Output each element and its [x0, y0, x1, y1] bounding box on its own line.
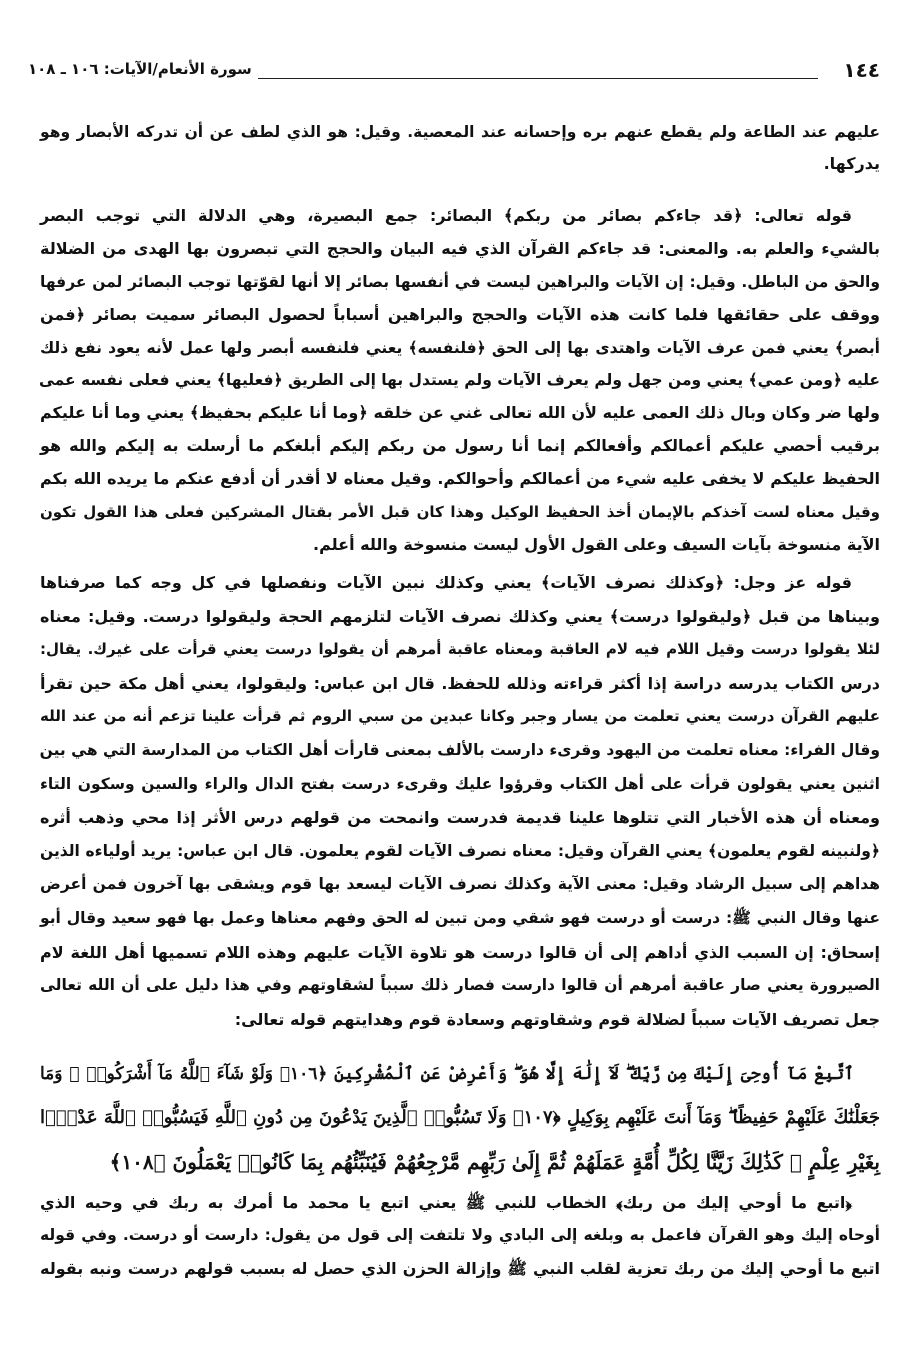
- text-line: ﴿ولنبينه لقوم يعلمون﴾ يعني القرآن وقيل: معناه نصرف الآيات لقوم يعلمون. قال ابن عباس: يريد أولياءه الذين: [40, 841, 880, 860]
- verse-line: جَعَلْنَٰكَ عَلَيْهِمْ حَفِيظًا ۖ وَمَآ أَنتَ عَلَيْهِم بِوَكِيلٍ ﴿١٠٧﴾ وَلَا تَسُبُّوا۟ ٱلَّذِينَ يَدْعُونَ مِن دُونِ ٱللَّهِ فَيَسُبُّوا۟ ٱللَّهَ عَدْوًۢا: [40, 1107, 880, 1128]
- text-line: عليه ﴿ومن عمي﴾ يعني ومن جهل ولم يعرف الآيات ولم يستدل بها إلى الطريق ﴿فعليها﴾ يعني فعلى نفسه عمى: [38, 371, 880, 390]
- text-line: اتبع ما أوحي إليك من ربك تعزية لقلب النبي ﷺ وإزالة الحزن الذي حصل له بسبب قولهم درست ونبه بقوله: [40, 1259, 880, 1278]
- text-line: الصيرورة يعني صار عاقبة أمرهم أن قالوا دارست فصار ذلك سبباً لشقاوتهم وفي هذا دليل على أن الله تعالى: [40, 976, 880, 995]
- text-line: ووقف على حقائقها فلما كانت هذه الآيات والحجج والبراهين أسباباً لحصول البصائر سميت بصائر ﴿فمن: [40, 304, 880, 324]
- text-line: وبيناها من قبل ﴿وليقولوا درست﴾ يعني وكذلك نصرف الآيات لتلزمهم الحجة وليقولوا درست. وقيل: معناه: [40, 606, 880, 626]
- text-line: اثنين يعني يقولون قرأت على أهل الكتاب وقرؤوا عليك وقرىء درست بفتح الدال والراء والسين وسكون التاء: [40, 774, 880, 793]
- quran-verses: [40, 1052, 880, 1184]
- paragraph: [40, 200, 880, 562]
- paragraph: [40, 117, 880, 179]
- text-line: أبصر﴾ يعني فمن عرف الآيات واهتدى بها إلى الحق ﴿فلنفسه﴾ يعني فلنفسه أبصر ولها عمل لأنه يعود نفع ذلك: [40, 338, 880, 357]
- text-line: برقيب أحصي عليكم أعمالكم وأفعالكم إنما أنا رسول من ربكم إليكم أبلغكم ما أرسلت به إليكم والله هو: [40, 436, 880, 456]
- text-line: أوحاه إليك وهو القرآن فاعمل به وبلغه إلى البادي ولا تلتفت إلى قول من يقول: دارست أو درست. وفي قوله: [40, 1226, 880, 1244]
- text-line: قوله عز وجل: ﴿وكذلك نصرف الآيات﴾ يعني وكذلك نبين الآيات ونفصلها في كل وجه كما صرفناها: [40, 573, 852, 592]
- text-line: ولها ضر وكان وبال ذلك العمى عليه لأن الله تعالى غني عن خلقه ﴿وما أنا عليكم بحفيظ﴾ يعني وما أنا عليكم: [40, 403, 880, 423]
- text-line: الآية منسوخة بآيات السيف وعلى القول الأول ليست منسوخة والله أعلم.: [313, 534, 880, 554]
- text-line: وقال الفراء: معناه تعلمت من اليهود وقرىء دارست بالألف بمعنى قارأت أهل الكتاب من المدارسة التي هي بين: [39, 740, 880, 759]
- text-line: والحق من الباطل. وقيل: إن الآيات والبراهين ليست في أنفسها بصائر إلا أنها لقوّتها توجب البصائر لمن عرفها: [40, 272, 880, 291]
- text-line: قوله تعالى: ﴿قد جاءكم بصائر من ربكم﴾ البصائر: جمع البصيرة، وهي الدلالة التي توجب البصر: [40, 206, 852, 225]
- page-number: ١٤٤: [843, 58, 880, 82]
- text-line: إسحاق: إن السبب الذي أداهم إلى أن قالوا درست هو تلاوة الآيات عليهم وهذه اللام تسميها أهل اللغة لام: [40, 942, 880, 962]
- text-line: عليهم عند الطاعة ولم يقطع عنهم بره وإحسانه عند المعصية. وقيل: هو الذي لطف عن أن تدركه الأبصار وهو: [40, 123, 880, 141]
- header-rule: [258, 78, 818, 79]
- verse-line: بِغَيْرِ عِلْمٍ ۗ كَذَٰلِكَ زَيَّنَّا لِكُلِّ أُمَّةٍ عَمَلَهُمْ ثُمَّ إِلَىٰ رَبِّهِم مَّرْجِعُهُمْ فَيُنَبِّئُهُم بِمَا كَانُوا۟ يَعْمَلُونَ ﴿١٠٨﴾: [109, 1150, 880, 1174]
- text-line: ﴿اتبع ما أوحي إليك من ربك﴾ الخطاب للنبي ﷺ يعني اتبع يا محمد ما أمرك به ربك في وحيه الذي: [40, 1193, 852, 1212]
- text-line: جعل تصريف الآيات سبباً لضلالة قوم وشقاوتهم وسعادة قوم وهدايتهم قوله تعالى:: [234, 1009, 880, 1029]
- paragraph: [40, 1186, 880, 1285]
- verse-line: ٱتَّبِعْ مَآ أُوحِىَ إِلَيْكَ مِن رَّبِّكَ ۖ لَآ إِلَٰهَ إِلَّا هُوَ ۖ وَأَعْرِضْ عَنِ ٱلْمُشْرِكِينَ ﴿١٠٦﴾ وَلَوْ شَآءَ ٱللَّهُ مَآ أَشْرَكُوا۟ ۗ وَمَا: [40, 1064, 854, 1084]
- text-line: وقيل معناه لست آخذكم بالإيمان أخذ الحفيظ الوكيل وهذا كان قبل الأمر بقتال المشركين فعلى هذا القول تكون: [40, 503, 880, 522]
- text-line: لئلا يقولوا درست وقيل اللام فيه لام العاقبة ومعناه عاقبة أمرهم أن يقولوا درست يعني قرأت على غيرك. يقال:: [40, 640, 880, 659]
- text-line: هداهم إلى سبيل الرشاد وقيل: معنى الآية وكذلك نصرف الآيات ليسعد بها قوم ويشقى بها آخرون فمن أعرض: [40, 875, 880, 894]
- text-line: عليهم القرآن درست يعني تعلمت من يسار وجبر وكانا عبدين من سبي الروم ثم قرأت علينا تزعم أنه من عند الله: [40, 707, 880, 726]
- text-line: يدركها.: [823, 154, 880, 173]
- running-title: سورة الأنعام/الآيات: ١٠٦ ـ ١٠٨: [28, 60, 252, 78]
- page-header: [28, 58, 880, 86]
- paragraph: [40, 566, 880, 1036]
- text-line: عنها وقال النبي ﷺ: درست أو درست فهو شقي ومن تبين له الحق وفهم معناها وعمل بها فهو سعيد وقال أبو: [40, 908, 880, 927]
- text-line: درس الكتاب يدرسه دراسة إذا أكثر قراءته وذلله للحفظ. قال ابن عباس: وليقولوا، يعني أهل مكة حين تقرأ: [40, 673, 880, 693]
- text-line: الحفيظ عليكم لا يخفى عليه شيء من أعمالكم وأحوالكم. وقيل معناه لا أقدر أن أدفع عنكم ما يريده الله بكم: [40, 469, 880, 489]
- text-line: بالشيء والعلم به. والمعنى: قد جاءكم القرآن الذي فيه البيان والحجج التي تبصرون بها الهدى من الضلالة: [40, 238, 880, 258]
- text-line: ومعناه أن هذه الأخبار التي تتلوها علينا قديمة فدرست وانمحت من قولهم درس الأثر إذا محي وذهب أثره: [40, 808, 880, 828]
